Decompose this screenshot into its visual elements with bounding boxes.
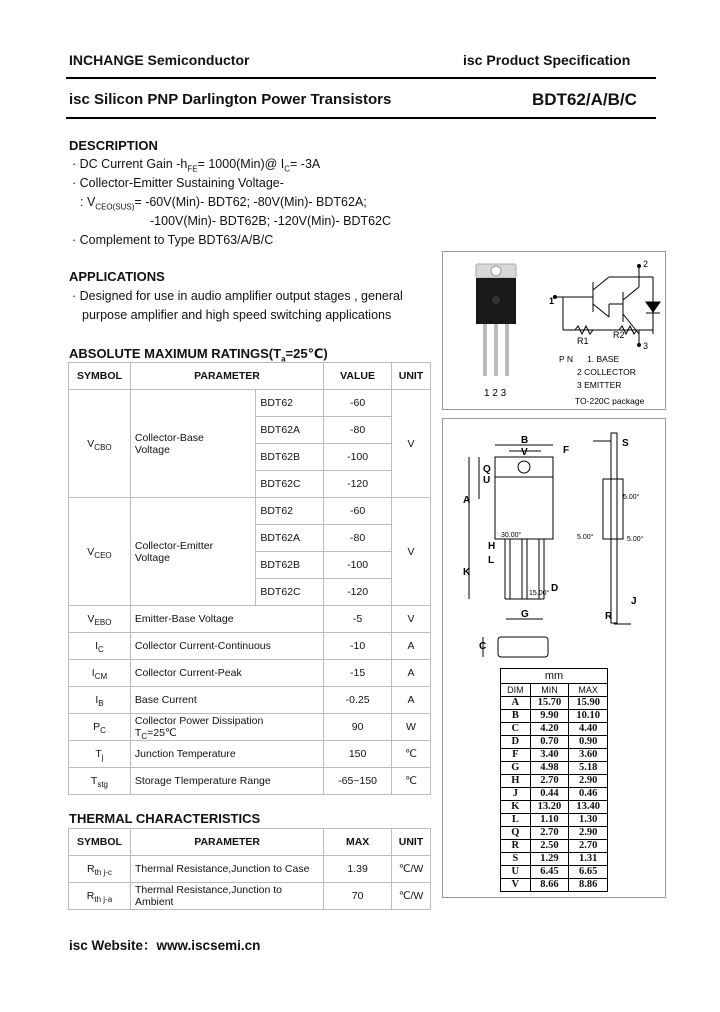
thermal-table — [68, 828, 431, 910]
spec-label: isc Product Specification — [463, 52, 631, 68]
table-row — [69, 856, 431, 883]
dim-max: 1.30 — [569, 814, 608, 827]
thermal-symbol: $R_{th j-a}$ — [69, 883, 131, 910]
table-row — [501, 879, 608, 892]
tj-unit: ℃ — [392, 741, 431, 768]
dim-name: C — [501, 723, 531, 736]
vcbo-type: BDT62C — [256, 471, 324, 498]
dim-max: 6.65 — [569, 866, 608, 879]
dim-min: 15.70 — [530, 697, 569, 710]
dim-min: 1.10 — [530, 814, 569, 827]
vceo-value: -60 — [324, 498, 392, 525]
dim-label-v: V — [521, 447, 528, 458]
vcbo-value: -60 — [324, 390, 392, 417]
ic-param: Collector Current-Continuous — [130, 633, 323, 660]
angle-label: 5.00° — [623, 494, 640, 501]
applications-line1: · Designed for use in audio amplifier output stages , general — [72, 289, 403, 303]
vceo-type: BDT62A — [256, 525, 324, 552]
angle-label: 5.00° — [627, 536, 644, 543]
dim-name: V — [501, 879, 531, 892]
dim-min: 4.20 — [530, 723, 569, 736]
icm-unit: A — [392, 660, 431, 687]
description-sustain: · Collector-Emitter Sustaining Voltage- — [72, 176, 284, 190]
header-rule — [66, 77, 656, 79]
dim-label-b: B — [521, 435, 529, 446]
applications-heading: APPLICATIONS — [69, 269, 165, 284]
ic-symbol: $I_C$ — [69, 633, 131, 660]
col-symbol: SYMBOL — [69, 829, 131, 856]
icm-value: -15 — [324, 660, 392, 687]
vceo-symbol: $V_{CEO}$ — [69, 498, 131, 606]
col-parameter: PARAMETER — [130, 363, 323, 390]
pin-label: P N — [559, 354, 574, 364]
dim-label-c: C — [479, 641, 487, 652]
footer-website — [69, 934, 260, 954]
pin3-label: 3 EMITTER — [577, 380, 622, 390]
ib-value: -0.25 — [324, 687, 392, 714]
dim-label-q: Q — [483, 464, 491, 475]
thermal-unit: ℃/W — [392, 883, 431, 910]
vceo-unit: V — [392, 498, 431, 606]
transistor-photo — [476, 264, 516, 376]
table-row — [501, 736, 608, 749]
table-row — [501, 814, 608, 827]
package-photo-schematic — [443, 252, 665, 409]
table-row — [69, 883, 431, 910]
description-heading: DESCRIPTION — [69, 138, 158, 153]
vceo-value: -100 — [324, 552, 392, 579]
dim-name: H — [501, 775, 531, 788]
dim-min: 2.70 — [530, 827, 569, 840]
applications-line2: purpose amplifier and high speed switching applications — [82, 308, 392, 322]
dim-max: 15.90 — [569, 697, 608, 710]
vceo-type: BDT62 — [256, 498, 324, 525]
thermal-unit: ℃/W — [392, 856, 431, 883]
dim-min: 6.45 — [530, 866, 569, 879]
dim-name: G — [501, 762, 531, 775]
vceo-type: BDT62C — [256, 579, 324, 606]
dim-name: K — [501, 801, 531, 814]
dim-min: 1.29 — [530, 853, 569, 866]
tstg-unit: ℃ — [392, 768, 431, 795]
dim-name: F — [501, 749, 531, 762]
description-vceo-line2: -100V(Min)- BDT62B; -120V(Min)- BDT62C — [150, 214, 392, 228]
table-row — [501, 801, 608, 814]
dim-label-d: D — [551, 583, 559, 594]
tj-symbol: $T_j$ — [69, 741, 131, 768]
col-value: VALUE — [324, 363, 392, 390]
title-rule — [66, 117, 656, 119]
tstg-symbol: $T_{stg}$ — [69, 768, 131, 795]
description-complement: · Complement to Type BDT63/A/B/C — [72, 233, 274, 247]
vcbo-value: -100 — [324, 444, 392, 471]
table-row — [501, 723, 608, 736]
table-row — [501, 697, 608, 710]
vcbo-symbol: $V_{CBO}$ — [69, 390, 131, 498]
thermal-max: 1.39 — [324, 856, 392, 883]
table-row — [501, 710, 608, 723]
pc-symbol: $P_C$ — [69, 714, 131, 741]
dim-label-h: H — [488, 541, 496, 552]
dim-col: MAX — [569, 684, 608, 697]
table-row — [501, 788, 608, 801]
vceo-value: -120 — [324, 579, 392, 606]
table-row — [501, 840, 608, 853]
dim-max: 2.90 — [569, 775, 608, 788]
node-1-label: 1 — [549, 296, 555, 306]
dim-name: U — [501, 866, 531, 879]
dim-max: 4.40 — [569, 723, 608, 736]
angle-label: 5.00° — [577, 534, 594, 541]
pin-numbers: 1 2 3 — [484, 388, 507, 399]
vcbo-param: Collector-Base Voltage — [130, 390, 255, 498]
angle-label: 30.00° — [501, 532, 522, 539]
table-row — [501, 775, 608, 788]
vcbo-type: BDT62B — [256, 444, 324, 471]
icm-param: Collector Current-Peak — [130, 660, 323, 687]
dim-label-a: A — [463, 495, 471, 506]
abs-max-heading: ABSOLUTE MAXIMUM $RATINGS(T_a=25℃)$ — [69, 346, 328, 364]
vebo-symbol: $V_{EBO}$ — [69, 606, 131, 633]
dim-label-g: G — [521, 609, 529, 620]
col-max: MAX — [324, 829, 392, 856]
tstg-param: Storage Tlemperature Range — [130, 768, 323, 795]
ib-symbol: $I_B$ — [69, 687, 131, 714]
dim-label-r: R — [605, 611, 613, 622]
pin2-label: 2 COLLECTOR — [577, 367, 636, 377]
dim-min: 0.44 — [530, 788, 569, 801]
document-title: isc Silicon PNP Darlington Power Transistors — [69, 91, 392, 108]
col-unit: UNIT — [392, 363, 431, 390]
ic-unit: A — [392, 633, 431, 660]
vcbo-type: BDT62A — [256, 417, 324, 444]
dim-name: A — [501, 697, 531, 710]
dim-label-l: L — [488, 555, 495, 566]
table-row — [501, 866, 608, 879]
vceo-value: -80 — [324, 525, 392, 552]
dim-label-s: S — [622, 438, 629, 449]
part-number: BDT62/A/B/C — [532, 90, 637, 109]
dim-max: 10.10 — [569, 710, 608, 723]
pc-param: Collector Power Dissipation $T_C=25℃$ — [130, 714, 323, 741]
dim-name: Q — [501, 827, 531, 840]
ib-param: Base Current — [130, 687, 323, 714]
dim-max: 2.90 — [569, 827, 608, 840]
dim-max: 8.86 — [569, 879, 608, 892]
vebo-unit: V — [392, 606, 431, 633]
dim-name: R — [501, 840, 531, 853]
dim-name: L — [501, 814, 531, 827]
table-row — [501, 853, 608, 866]
dim-col: MIN — [530, 684, 569, 697]
footer-label: isc Website： — [69, 938, 157, 953]
package-box — [442, 251, 666, 410]
description-vceo: : $V_{CEO(SUS)}= -60V(Min)-$ BDT62; -80V(Min)- BDT62A; — [80, 195, 367, 212]
pc-unit: W — [392, 714, 431, 741]
tstg-value: -65~150 — [324, 768, 392, 795]
dimension-table — [500, 668, 608, 892]
dim-name: S — [501, 853, 531, 866]
dim-col: DIM — [501, 684, 531, 697]
company-name: INCHANGE Semiconductor — [69, 52, 250, 68]
abs-max-table — [68, 362, 431, 795]
vcbo-unit: V — [392, 390, 431, 498]
tj-value: 150 — [324, 741, 392, 768]
icm-symbol: $I_{CM}$ — [69, 660, 131, 687]
r1-label: R1 — [577, 336, 589, 346]
terminal-collector — [637, 264, 641, 268]
dim-name: D — [501, 736, 531, 749]
node-3-label: 3 — [643, 341, 649, 351]
vcbo-type: BDT62 — [256, 390, 324, 417]
dimension-unit: mm — [501, 669, 608, 684]
angle-label: 15.00° — [529, 590, 550, 597]
dim-name: J — [501, 788, 531, 801]
pc-value: 90 — [324, 714, 392, 741]
dim-min: 8.66 — [530, 879, 569, 892]
table-row — [501, 827, 608, 840]
dim-min: 0.70 — [530, 736, 569, 749]
dim-label-j: J — [631, 596, 637, 607]
dim-max: 0.46 — [569, 788, 608, 801]
col-parameter: PARAMETER — [130, 829, 323, 856]
darlington-schematic — [555, 267, 660, 344]
table-row — [501, 762, 608, 775]
vebo-param: Emitter-Base Voltage — [130, 606, 323, 633]
vcbo-value: -80 — [324, 417, 392, 444]
dim-min: 3.40 — [530, 749, 569, 762]
dim-name: B — [501, 710, 531, 723]
dim-min: 2.70 — [530, 775, 569, 788]
dim-max: 3.60 — [569, 749, 608, 762]
node-2-label: 2 — [643, 259, 649, 269]
dim-label-u: U — [483, 475, 491, 486]
dim-min: 13.20 — [530, 801, 569, 814]
dim-label-k: K — [463, 567, 471, 578]
outline-drawing — [443, 419, 665, 667]
dim-max: 5.18 — [569, 762, 608, 775]
vceo-param: Collector-Emitter Voltage — [130, 498, 255, 606]
thermal-param: Thermal Resistance,Junction to Ambient — [130, 883, 323, 910]
col-unit: UNIT — [392, 829, 431, 856]
website-link[interactable]: www.iscsemi.cn — [156, 938, 261, 953]
ib-unit: A — [392, 687, 431, 714]
dim-min: 2.50 — [530, 840, 569, 853]
table-row — [501, 749, 608, 762]
tj-param: Junction Temperature — [130, 741, 323, 768]
dim-max: 13.40 — [569, 801, 608, 814]
thermal-symbol: $R_{th j-c}$ — [69, 856, 131, 883]
dim-max: 2.70 — [569, 840, 608, 853]
vebo-value: -5 — [324, 606, 392, 633]
thermal-heading: THERMAL CHARACTERISTICS — [69, 811, 261, 826]
thermal-max: 70 — [324, 883, 392, 910]
dim-min: 9.90 — [530, 710, 569, 723]
dim-label-f: F — [563, 445, 570, 456]
r2-label: R2 — [613, 330, 625, 340]
vcbo-value: -120 — [324, 471, 392, 498]
description-gain: · DC Current Gain $-h_{FE}=$ 1000(Min)@ $I_C= -3A$ — [72, 157, 321, 174]
ic-value: -10 — [324, 633, 392, 660]
dim-min: 4.98 — [530, 762, 569, 775]
dim-max: 1.31 — [569, 853, 608, 866]
col-symbol: SYMBOL — [69, 363, 131, 390]
package-type: TO-220C package — [575, 396, 645, 406]
vceo-type: BDT62B — [256, 552, 324, 579]
dim-max: 0.90 — [569, 736, 608, 749]
terminal-emitter — [637, 343, 641, 347]
pin1-label: 1. BASE — [587, 354, 620, 364]
thermal-param: Thermal Resistance,Junction to Case — [130, 856, 323, 883]
